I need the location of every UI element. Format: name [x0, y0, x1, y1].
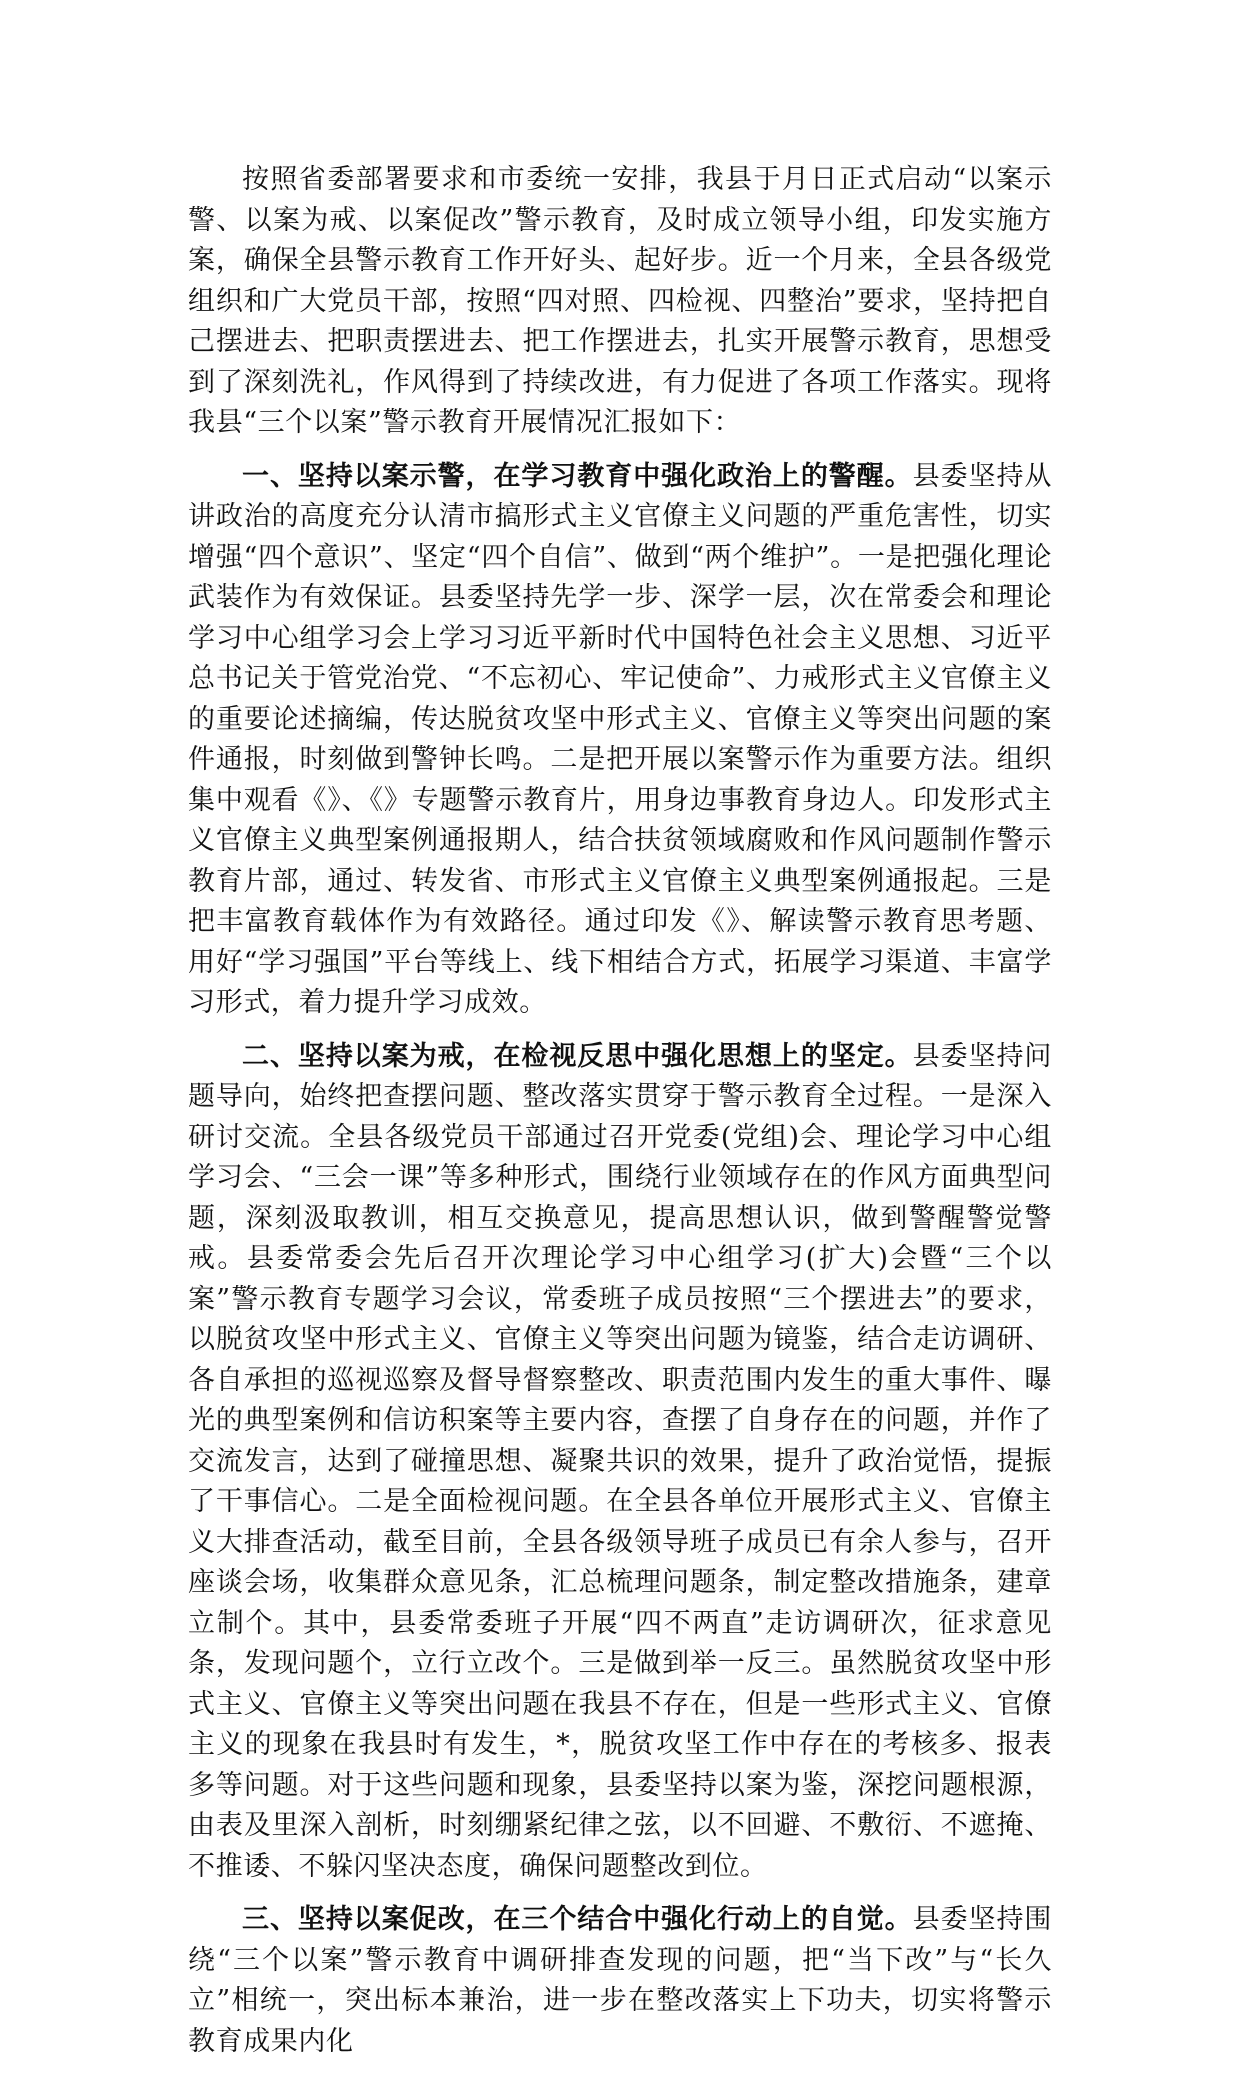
paragraph-text: 县委坚持问题导向，始终把查摆问题、整改落实贯穿于警示教育全过程。一是深入研讨交流。全县各级党员干部通过召开党委(党组)会、理论学习中心组学习会、“三会一课”等多种形式，围绕行业领域存在的作风方面典型问题，深刻汲取教训，相互交换意见，提高思想认识，做到警醒警觉警戒。县委常委会先后召开次理论学习中心组学习(扩大)会暨“三个以案”警示教育专题学习会议，常委班子成员按照“三个摆进去”的要求，以脱贫攻坚中形式主义、官僚主义等突出问题为镜鉴，结合走访调研、各自承担的巡视巡察及督导督察整改、职责范围内发生的重大事件、曝光的典型案例和信访积案等主要内容，查摆了自身存在的问题，并作了交流发言，达到了碰撞思想、凝聚共识的效果，提升了政治觉悟，提振了干事信心。二是全面检视问题。在全县各单位开展形式主义、官僚主义大排查活动，截至目前，全县各级领导班子成员已有余人参与，召开座谈会场，收集群众意见条，汇总梳理问题条，制定整改措施条，建章立制个。其中，县委常委班子开展“四不两直”走访调研次，征求意见条，发现问题个，立行立改个。三是做到举一反三。虽然脱贫攻坚中形式主义、官僚主义等突出问题在我县不存在，但是一些形式主义、官僚主义的现象在我县时有发生，*，脱贫攻坚工作中存在的考核多、报表多等问题。对于这些问题和现象，县委坚持以案为鉴，深挖问题根源，由表及里深入剖析，时刻绷紧纪律之弦，以不回避、不敷衍、不遮掩、不推诿、不躲闪坚决态度，确保问题整改到位。: [188, 1040, 1053, 1882]
section-one-paragraph: [188, 457, 1052, 1024]
paragraph-text: 按照省委部署要求和市委统一安排，我县于月日正式启动“以案示警、以案为戒、以案促改”警示教育，及时成立领导小组，印发实施方案，确保全县警示教育工作开好头、起好步。近一个月来，全县各级党组织和广大党员干部，按照“四对照、四检视、四整治”要求，坚持把自己摆进去、把职责摆进去、把工作摆进去，扎实开展警示教育，思想受到了深刻洗礼，作风得到了持续改进，有力促进了各项工作落实。现将我县“三个以案”警示教育开展情况汇报如下：: [188, 164, 1052, 438]
section-heading: 三、坚持以案促改，在三个结合中强化行动上的自觉。: [242, 1904, 913, 1935]
intro-paragraph: [188, 160, 1052, 444]
paragraph-text: 县委坚持从讲政治的高度充分认清市搞形式主义官僚主义问题的严重危害性，切实增强“四个意识”、坚定“四个自信”、做到“两个维护”。一是把强化理论武装作为有效保证。县委坚持先学一步、深学一层，次在常委会和理论学习中心组学习会上学习习近平新时代中国特色社会主义思想、习近平总书记关于管党治党、“不忘初心、牢记使命”、力戒形式主义官僚主义的重要论述摘编，传达脱贫攻坚中形式主义、官僚主义等突出问题的案件通报，时刻做到警钟长鸣。二是把开展以案警示作为重要方法。组织集中观看《》、《》专题警示教育片，用身边事教育身边人。印发形式主义官僚主义典型案例通报期人，结合扶贫领域腐败和作风问题制作警示教育片部，通过、转发省、市形式主义官僚主义典型案例通报起。三是把丰富教育载体作为有效路径。通过印发《》、解读警示教育思考题、用好“学习强国”平台等线上、线下相结合方式，拓展学习渠道、丰富学习形式，着力提升学习成效。: [188, 460, 1052, 1018]
document-page: [188, 160, 1052, 2075]
section-heading: 一、坚持以案示警，在学习教育中强化政治上的警醒。: [242, 460, 913, 492]
paragraph-text: 县委坚持围绕“三个以案”警示教育中调研排查发现的问题，把“当下改”与“长久立”相统一，突出标本兼治，进一步在整改落实上下功夫，切实将警示教育成果内化: [188, 1904, 1052, 2057]
section-three-paragraph: [188, 1900, 1052, 2062]
section-two-paragraph: [188, 1037, 1052, 1888]
section-heading: 二、坚持以案为戒，在检视反思中强化思想上的坚定。: [242, 1040, 913, 1072]
